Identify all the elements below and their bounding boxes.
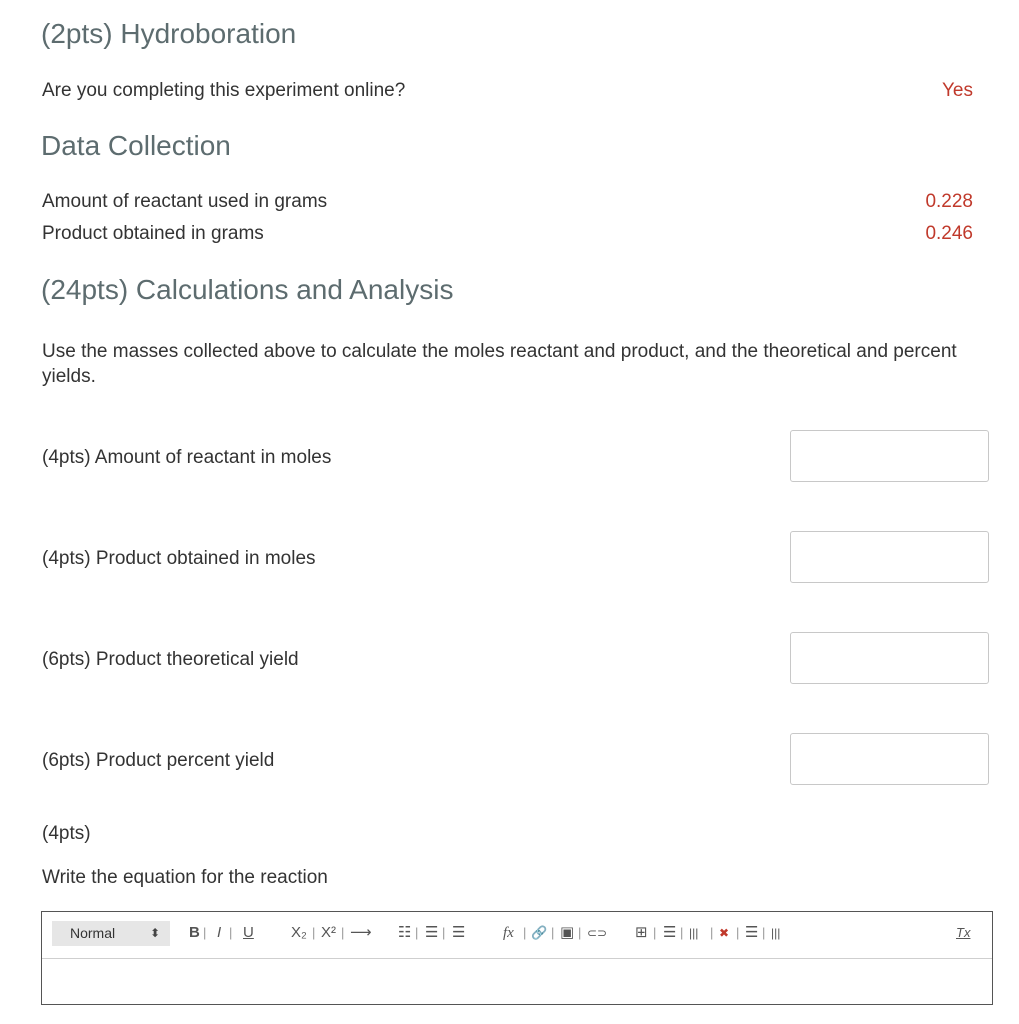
image-icon[interactable]: ▣ [560, 924, 575, 941]
bold-button[interactable]: B [189, 924, 200, 941]
delete-row-icon[interactable]: ☰ [745, 924, 759, 941]
toolbar-separator: | [229, 925, 233, 940]
equation-prompt: Write the equation for the reaction [42, 867, 328, 888]
question-theoretical-yield-label: (6pts) Product theoretical yield [42, 649, 299, 670]
toolbar-separator: | [578, 925, 582, 940]
insert-column-icon[interactable]: ||| [689, 926, 699, 940]
format-select-value: Normal [70, 925, 116, 941]
toolbar-separator: | [551, 925, 555, 940]
attach-icon[interactable]: ⊂⊃ [587, 926, 608, 940]
theoretical-yield-input[interactable] [790, 632, 989, 684]
unordered-list-icon[interactable]: ☰ [425, 924, 439, 941]
question-percent-yield-label: (6pts) Product percent yield [42, 750, 275, 771]
equation-editor [41, 911, 993, 1005]
product-grams-label: Product obtained in grams [42, 223, 264, 244]
superscript-button[interactable]: X² [321, 924, 336, 941]
subscript-button[interactable]: X₂ [291, 924, 307, 941]
reactant-moles-input[interactable] [790, 430, 989, 482]
section-title-calculations: (24pts) Calculations and Analysis [41, 274, 454, 305]
toolbar-separator: | [523, 925, 527, 940]
online-question-label: Are you completing this experiment online? [42, 80, 406, 101]
table-icon[interactable]: ⊞ [635, 924, 648, 941]
delete-table-icon[interactable]: ✖ [719, 926, 730, 940]
online-question-answer: Yes [942, 80, 973, 101]
format-select[interactable] [52, 921, 170, 946]
section-title-hydroboration: (2pts) Hydroboration [41, 18, 297, 49]
insert-row-icon[interactable]: ☰ [663, 924, 677, 941]
toolbar-separator: | [710, 925, 714, 940]
link-icon[interactable]: 🔗 [531, 925, 548, 940]
toolbar-separator: | [680, 925, 684, 940]
clear-format-icon[interactable]: Tx [956, 925, 971, 940]
toolbar-separator: | [736, 925, 740, 940]
toolbar-separator: | [762, 925, 766, 940]
toolbar-separator: | [442, 925, 446, 940]
align-icon[interactable]: ☰ [452, 924, 466, 941]
toolbar-separator: | [203, 925, 207, 940]
toolbar-separator: | [341, 925, 345, 940]
toolbar-separator: | [653, 925, 657, 940]
editor-toolbar [42, 912, 992, 959]
chevron-updown-icon: ⬍ [149, 926, 160, 940]
reactant-grams-label: Amount of reactant used in grams [42, 191, 328, 212]
question-reactant-moles-label: (4pts) Amount of reactant in moles [42, 447, 332, 468]
product-grams-value: 0.246 [925, 223, 973, 244]
ordered-list-icon[interactable]: ☷ [398, 924, 412, 941]
product-moles-input[interactable] [790, 531, 989, 583]
reactant-grams-value: 0.228 [925, 191, 973, 212]
equation-points-label: (4pts) [42, 823, 91, 844]
formula-icon[interactable]: fx [503, 925, 514, 941]
delete-column-icon[interactable]: ||| [771, 926, 781, 940]
percent-yield-input[interactable] [790, 733, 989, 785]
instructions-text: Use the masses collected above to calculate the moles reactant and product, and the theoretical and percent yields. [42, 341, 957, 387]
italic-button[interactable]: I [217, 924, 222, 941]
question-product-moles-label: (4pts) Product obtained in moles [42, 548, 316, 569]
editor-content-area[interactable] [42, 959, 992, 1004]
underline-button[interactable]: U [243, 924, 254, 941]
arrow-icon[interactable]: ⟶ [350, 924, 372, 941]
section-title-data-collection: Data Collection [41, 130, 231, 161]
toolbar-separator: | [312, 925, 316, 940]
toolbar-separator: | [415, 925, 419, 940]
